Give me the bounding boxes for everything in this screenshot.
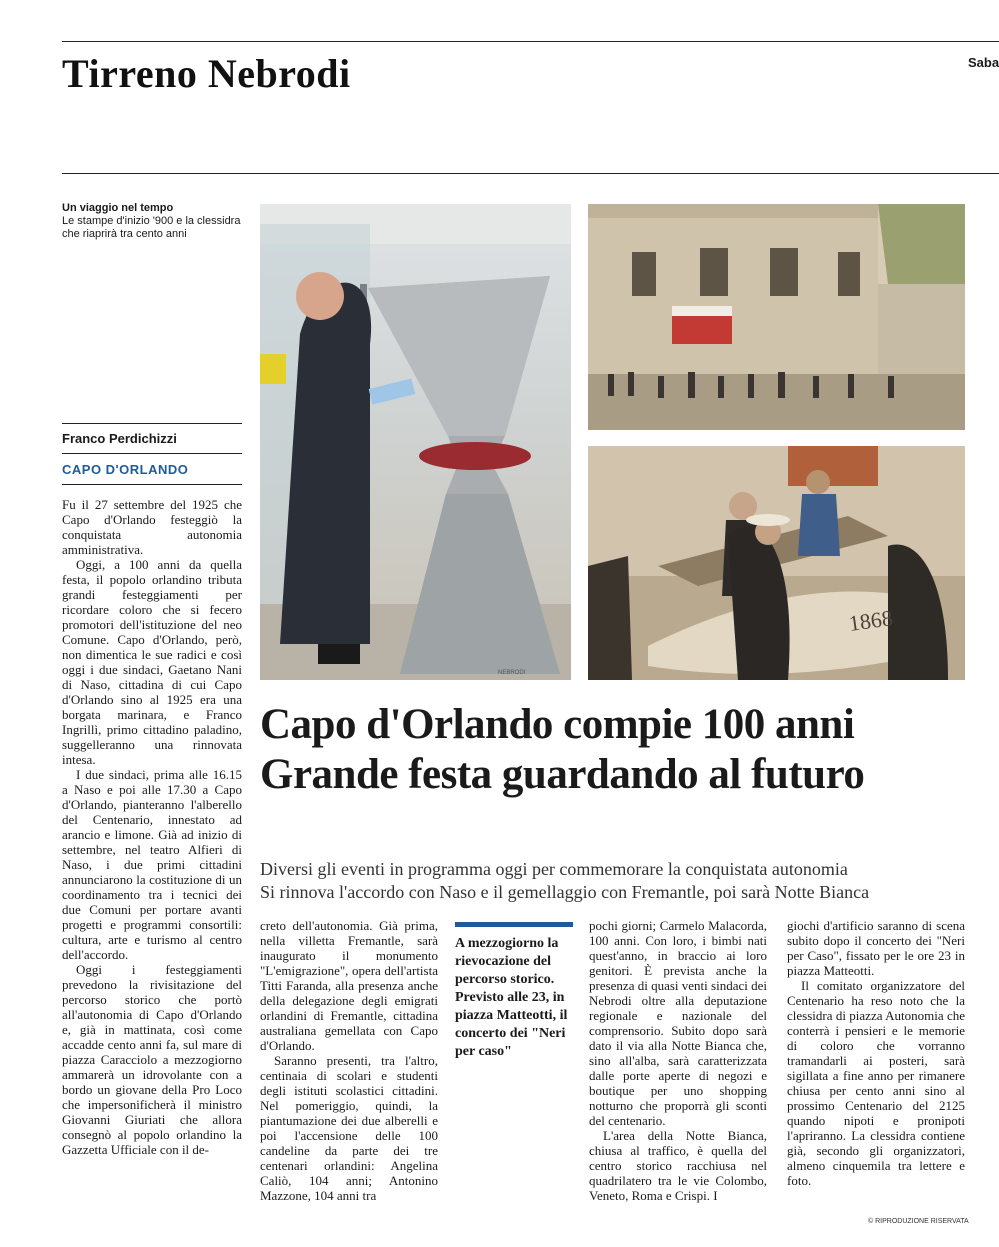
article-column-3 bbox=[589, 918, 767, 1203]
byline-rule-bottom bbox=[62, 484, 242, 485]
photo-historic-building bbox=[588, 204, 965, 430]
headline bbox=[260, 700, 975, 800]
subheadline-line-1: Diversi gli eventi in programma oggi per commemorare la conquistata autonomia bbox=[260, 859, 848, 879]
copyright-notice: © RIPRODUZIONE RISERVATA bbox=[868, 1218, 969, 1225]
byline-place: CAPO D'ORLANDO bbox=[62, 462, 189, 477]
section-masthead: Tirreno Nebrodi bbox=[62, 51, 351, 96]
paragraph: Saranno presenti, tra l'altro, centinaia di scolari e studenti degli istituti scolastici cittadini. Nel pomeriggio, quindi, la piantumazione dei due alberelli e poi l'accensione delle 100 candeline da parte dei tre centenari orlandini: Angelina Caliò, 104 anni; Antonino Mazzone, 104 anni tra bbox=[260, 1053, 438, 1203]
article-column-4 bbox=[787, 918, 965, 1188]
subheadline bbox=[260, 858, 975, 904]
paragraph: Il comitato organizzatore del Centenario ha reso noto che la clessidra di piazza Autonomia che conterrà i pensieri e le memorie di coloro che vorranno tramandarli ai posteri, sarà sigillata a fine anno per rimanere chiusa per cento anni sino al prossimo Centenario del 2125 quando nipoti e pronipoti l'apriranno. La clessidra contiene già, secondo gli organizzatori, almeno cinquemila tra lettere e foto. bbox=[787, 978, 965, 1188]
byline-rule-top bbox=[62, 423, 242, 424]
paragraph: Fu il 27 settembre del 1925 che Capo d'Orlando festeggiò la conquistata autonomia amministrativa. bbox=[62, 497, 242, 557]
hourglass-scene bbox=[260, 204, 571, 680]
caption-title: Un viaggio nel tempo bbox=[62, 202, 174, 214]
caption-text: Le stampe d'inizio '900 e la clessidra che riaprirà tra cento anni bbox=[62, 215, 241, 240]
photo-seaplane bbox=[588, 446, 965, 680]
photo-hourglass bbox=[260, 204, 571, 680]
dateline: Saba bbox=[968, 55, 999, 70]
paragraph: giochi d'artificio saranno di scena subito dopo il concerto dei "Neri per Caso", fissato per le ore 23 in piazza Matteotti. bbox=[787, 918, 965, 978]
paragraph: Oggi i festeggiamenti prevedono la rivisitazione del percorso storico che portò all'autonomia di Capo d'Orlando e, già in mattinata, così come accadde cento anni fa, sul mare di piazza Caracciolo a mezzogiorno ammarerà un idrovolante con a bordo un giovane della Pro Loco che impersonificherà il ministro Giovanni Giuriati che allora consegnò al popolo orlandino la Gazzetta Ufficiale con il de- bbox=[62, 962, 242, 1157]
pull-quote bbox=[455, 922, 573, 1061]
paragraph: pochi giorni; Carmelo Malacorda, 100 anni. Con loro, i bimbi nati quest'anno, in braccio ai loro genitori. È prevista anche la presenza di quasi venti sindaci dei Nebrodi oltre alla deputazione regionale e nazionale del comprensorio. Subito dopo sarà dato il via alla Notte Bianca che, sino all'alba, sarà caratterizzata dalle porte aperte di negozi e boutique per uno shopping notturno che proporrà gli sconti del centenario. bbox=[589, 918, 767, 1128]
byline-author: Franco Perdichizzi bbox=[62, 431, 177, 446]
headline-line-2: Grande festa guardando al futuro bbox=[260, 751, 865, 798]
pull-quote-bar bbox=[455, 922, 573, 927]
pull-quote-text: A mezzogiorno la rievocazione del percorso storico. Previsto alle 23, in piazza Matteotti, il concerto dei "Neri per caso" bbox=[455, 936, 568, 1059]
historic-building-scene bbox=[588, 204, 965, 430]
article-column-1 bbox=[62, 497, 242, 1157]
headline-line-1: Capo d'Orlando compie 100 anni bbox=[260, 701, 855, 748]
top-rule bbox=[62, 41, 999, 42]
hourglass-plate-label: NEBRODI bbox=[498, 670, 526, 676]
seaplane-number: 1868 bbox=[847, 605, 895, 636]
article-column-2 bbox=[260, 918, 438, 1203]
paragraph: L'area della Notte Bianca, chiusa al traffico, è quella del centro storico racchiusa nel quadrilatero tra le vie Colombo, Veneto, Roma e Crispi. I bbox=[589, 1128, 767, 1203]
subheadline-line-2: Si rinnova l'accordo con Naso e il gemellaggio con Fremantle, poi sarà Notte Bianca bbox=[260, 882, 870, 902]
masthead-rule bbox=[62, 173, 999, 174]
paragraph: Oggi, a 100 anni da quella festa, il popolo orlandino tributa grandi festeggiamenti per ricordare coloro che si fecero promotori dell'istituzione del neo Comune. Capo d'Orlando, però, non dimentica le sue radici e così oggi i due sindaci, Gaetano Nani di Naso, cittadina di cui Capo d'Orlando sino al 1925 era una borgata marinara, e Franco Ingrillì, primo cittadino paladino, suggelleranno una rinnovata intesa. bbox=[62, 557, 242, 767]
photo-caption bbox=[62, 202, 247, 241]
paragraph: creto dell'autonomia. Già prima, nella villetta Fremantle, sarà inaugurato il monumento "L'emigrazione", opera dell'artista Titti Faranda, alla presenza anche della delegazione degli emigrati orlandini di Fremantle, cittadina australiana gemellata con Capo d'Orlando. bbox=[260, 918, 438, 1053]
byline-rule-mid bbox=[62, 453, 242, 454]
seaplane-scene bbox=[588, 446, 965, 680]
paragraph: I due sindaci, prima alle 16.15 a Naso e poi alle 17.30 a Capo d'Orlando, pianteranno l'alberello del Centenario, innestato ad arancio e limone. Già ad inizio di settembre, nel teatro Alfieri di Naso, i due primi cittadini annunciarono la costituzione di un coordinamento tra i tecnici dei due Comuni per portare avanti progetti e programmi consortili: cultura, arte e turismo al centro dell'accordo. bbox=[62, 767, 242, 962]
